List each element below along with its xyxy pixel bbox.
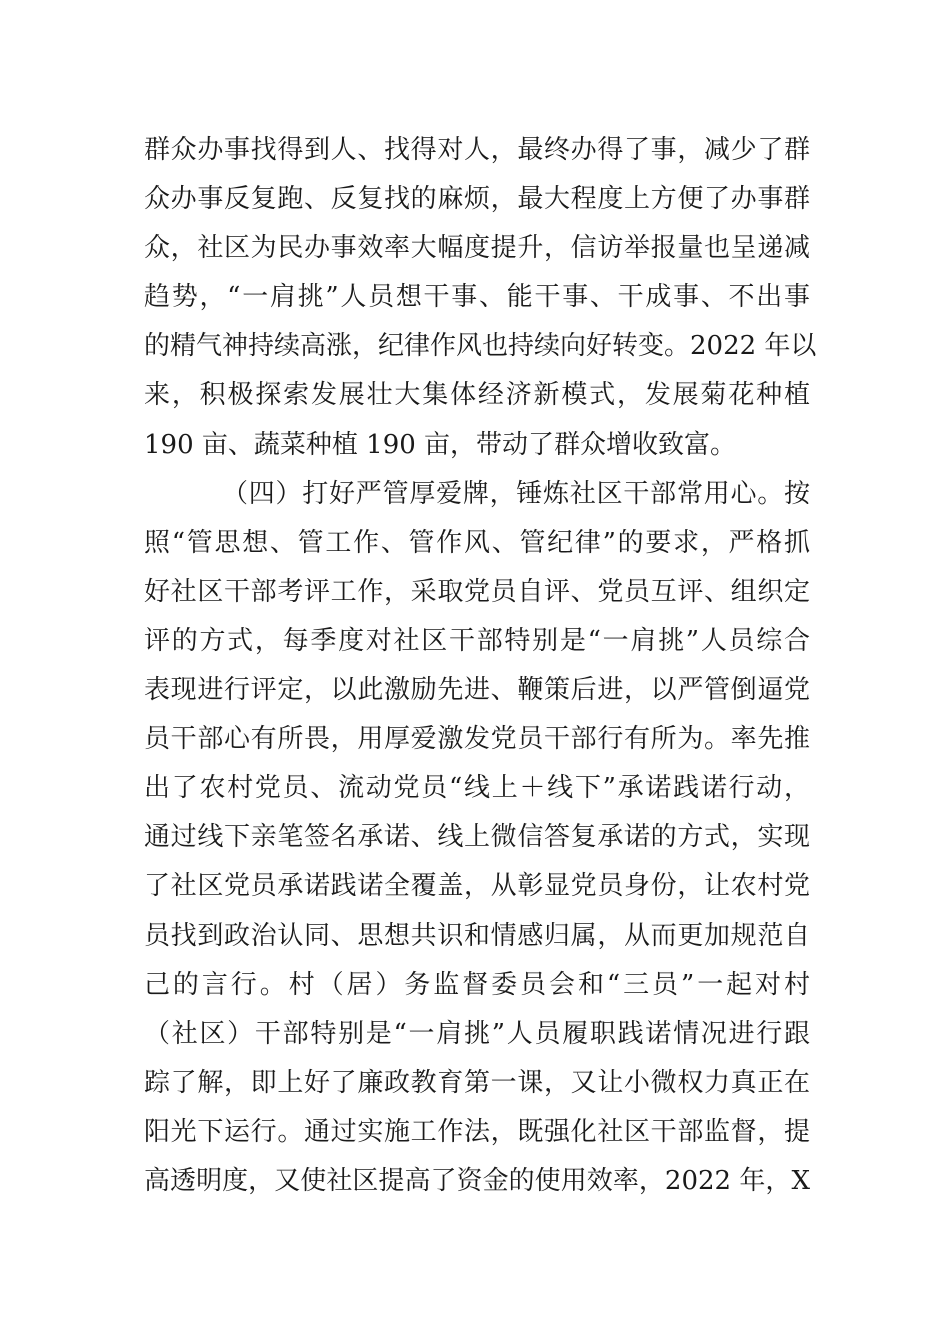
text-line: （社区）干部特别是“一肩挑”人员履职践诺情况进行跟 [144,1018,810,1049]
text-line: 众办事反复跑、反复找的麻烦，最大程度上方便了办事群 [144,184,810,215]
text-line: 的精气神持续高涨，纪律作风也持续向好转变。2022 年以 [144,331,817,362]
text-line: 通过线下亲笔签名承诺、线上微信答复承诺的方式，实现 [144,822,810,853]
text-line: 群众办事找得到人、找得对人，最终办得了事，减少了群 [144,135,810,165]
text-line: 高透明度，又使社区提高了资金的使用效率，2022 年，X [144,1165,810,1196]
text-line: 己的言行。村（居）务监督委员会和“三员”一起对村 [144,969,810,1000]
text-line: （四）打好严管厚爱牌，锤炼社区干部常用心。按 [222,478,810,509]
text-line: 190 亩、蔬菜种植 190 亩，带动了群众增收致富。 [144,429,737,460]
paragraph-2 [144,470,810,1206]
text-line: 评的方式，每季度对社区干部特别是“一肩挑”人员综合 [144,625,810,656]
text-line: 好社区干部考评工作，采取党员自评、党员互评、组织定 [144,576,810,607]
text-line: 众，社区为民办事效率大幅度提升，信访举报量也呈递减 [144,233,810,264]
text-line: 出了农村党员、流动党员“线上＋线下”承诺践诺行动， [144,773,810,804]
text-line: 来，积极探索发展壮大集体经济新模式，发展菊花种植 [144,380,810,411]
text-line: 阳光下运行。通过实施工作法，既强化社区干部监督，提 [144,1116,810,1147]
text-line: 员干部心有所畏，用厚爱激发党员干部行有所为。率先推 [144,724,810,755]
paragraph-1 [144,126,817,470]
text-line: 趋势，“一肩挑”人员想干事、能干事、干成事、不出事 [144,282,810,313]
text-line: 照“管思想、管工作、管作风、管纪律”的要求，严格抓 [144,527,810,558]
text-line: 表现进行评定，以此激励先进、鞭策后进，以严管倒逼党 [144,675,810,706]
text-line: 踪了解，即上好了廉政教育第一课，又让小微权力真正在 [144,1067,810,1098]
text-line: 员找到政治认同、思想共识和情感归属，从而更加规范自 [144,920,810,951]
text-line: 了社区党员承诺践诺全覆盖，从彰显党员身份，让农村党 [144,871,810,902]
body-text [144,126,817,1206]
